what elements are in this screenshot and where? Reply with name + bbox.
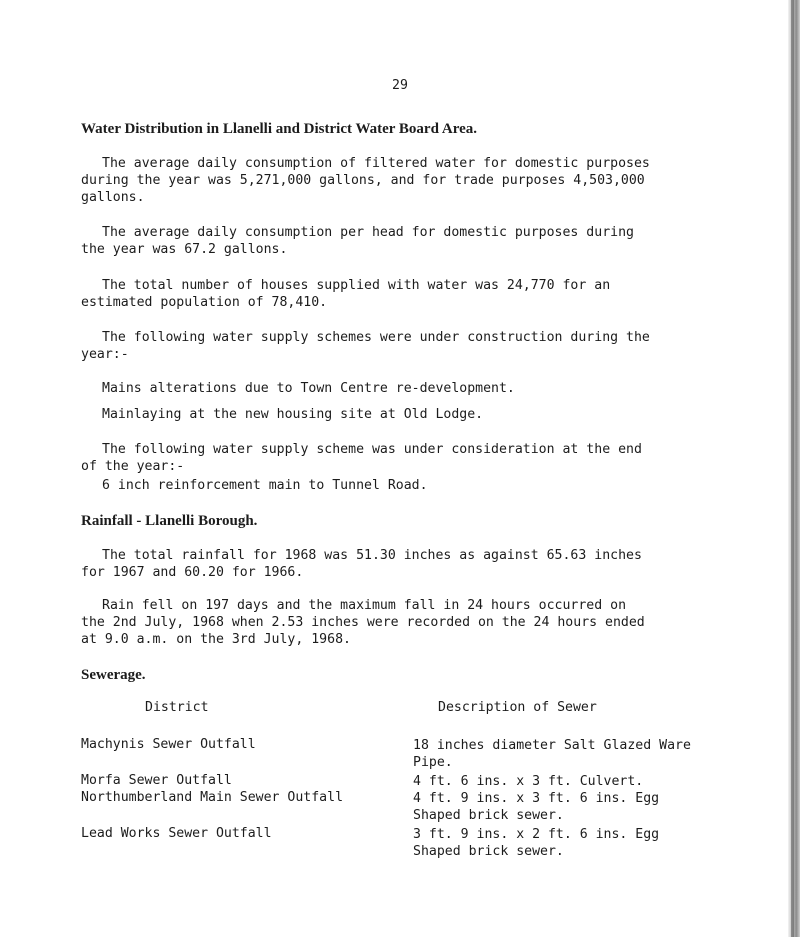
- page-number: 29: [392, 78, 408, 93]
- text-line: of the year:-: [81, 459, 185, 474]
- district-cell: Morfa Sewer Outfall: [81, 773, 232, 788]
- description-cell: [413, 773, 643, 790]
- scheme-item: 6 inch reinforcement main to Tunnel Road.: [102, 478, 428, 493]
- text-line: The average daily consumption of filtered water for domestic purposes: [102, 156, 650, 171]
- text-line: The following water supply scheme was under consideration at the end: [102, 442, 642, 457]
- district-cell: Northumberland Main Sewer Outfall: [81, 790, 344, 805]
- text-line: The average daily consumption per head for domestic purposes during: [102, 225, 634, 240]
- text-line: year:-: [81, 347, 129, 362]
- description-cell: [413, 737, 691, 771]
- text-line: 4 ft. 6 ins. x 3 ft. Culvert.: [413, 774, 644, 789]
- text-line: the 2nd July, 1968 when 2.53 inches were recorded on the 24 hours ended: [81, 615, 645, 630]
- paragraph-daily-consumption: [81, 155, 650, 206]
- text-line: during the year was 5,271,000 gallons, and for trade purposes 4,503,000: [81, 173, 645, 188]
- column-header-district: District: [145, 700, 209, 715]
- section-title-sewerage: Sewerage.: [81, 667, 146, 683]
- text-line: Shaped brick sewer.: [413, 808, 564, 823]
- text-line: for 1967 and 60.20 for 1966.: [81, 565, 304, 580]
- page-edge-shadow: [788, 0, 800, 937]
- text-line: Rain fell on 197 days and the maximum fall in 24 hours occurred on: [102, 598, 627, 613]
- scheme-item: Mains alterations due to Town Centre re-development.: [102, 381, 515, 396]
- page-edge-line: [791, 0, 794, 937]
- paragraph-per-head-consumption: [81, 224, 634, 258]
- district-cell: Machynis Sewer Outfall: [81, 737, 256, 752]
- text-line: Pipe.: [413, 755, 453, 770]
- scheme-item: Mainlaying at the new housing site at Old Lodge.: [102, 407, 484, 422]
- text-line: gallons.: [81, 190, 145, 205]
- text-line: 3 ft. 9 ins. x 2 ft. 6 ins. Egg: [413, 827, 660, 842]
- text-line: 4 ft. 9 ins. x 3 ft. 6 ins. Egg: [413, 791, 660, 806]
- section-title-water-distribution: Water Distribution in Llanelli and District Water Board Area.: [81, 121, 477, 137]
- text-line: at 9.0 a.m. on the 3rd July, 1968.: [81, 632, 351, 647]
- paragraph-total-rainfall: [81, 547, 642, 581]
- paragraph-houses-supplied: [81, 277, 610, 311]
- text-line: The total rainfall for 1968 was 51.30 inches as against 65.63 inches: [102, 548, 642, 563]
- district-cell: Lead Works Sewer Outfall: [81, 826, 272, 841]
- section-title-rainfall: Rainfall - Llanelli Borough.: [81, 513, 258, 529]
- column-header-description: Description of Sewer: [438, 700, 597, 715]
- paragraph-schemes-under-construction: [81, 329, 650, 363]
- paragraph-schemes-under-consideration: [81, 441, 642, 475]
- text-line: Shaped brick sewer.: [413, 844, 564, 859]
- text-line: The following water supply schemes were under construction during the: [102, 330, 650, 345]
- paragraph-rain-days: [81, 597, 645, 648]
- text-line: estimated population of 78,410.: [81, 295, 328, 310]
- text-line: The total number of houses supplied with water was 24,770 for an: [102, 278, 611, 293]
- text-line: 18 inches diameter Salt Glazed Ware: [413, 738, 691, 753]
- text-line: the year was 67.2 gallons.: [81, 242, 288, 257]
- description-cell: [413, 826, 659, 860]
- description-cell: [413, 790, 659, 824]
